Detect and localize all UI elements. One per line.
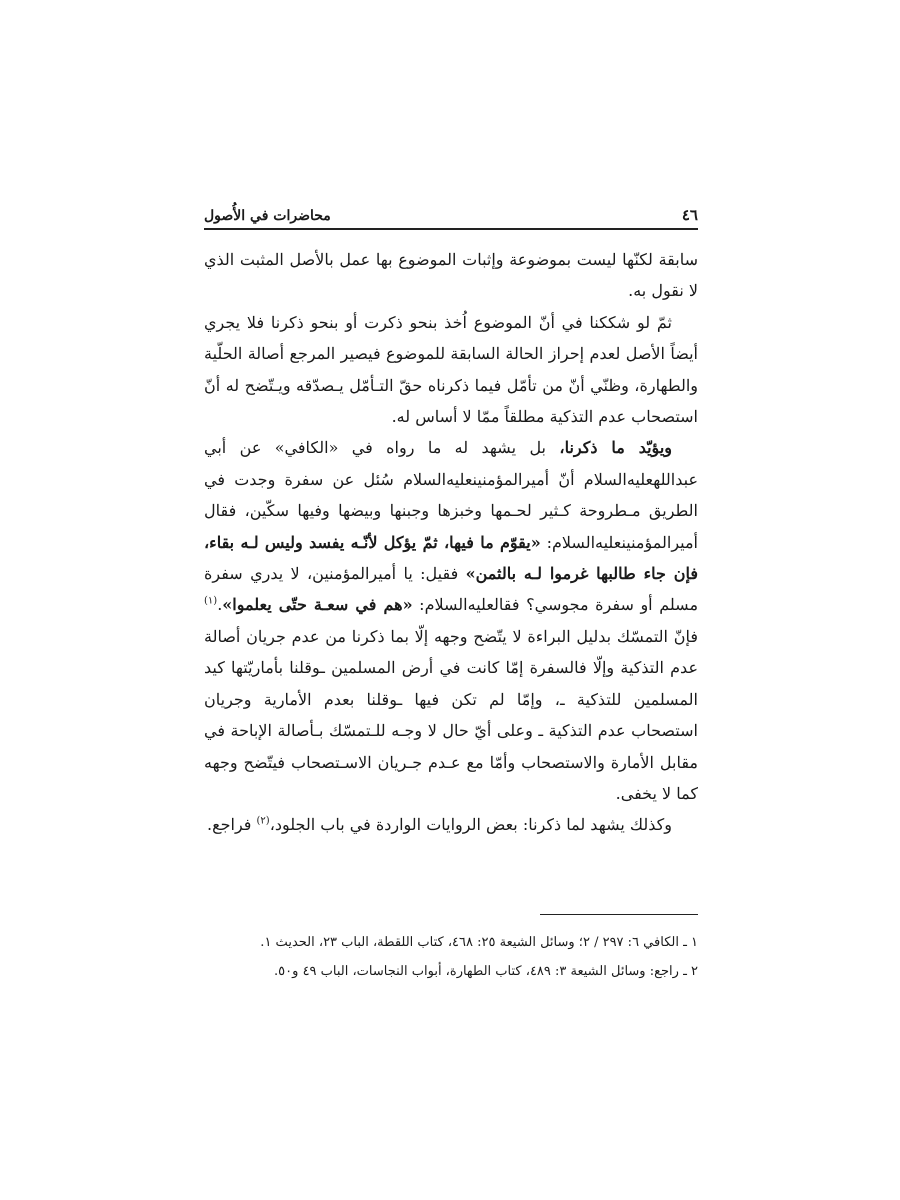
main-text (204, 244, 698, 841)
running-header (204, 200, 698, 230)
honorific-mark: عليه‌السلام (583, 469, 654, 489)
text-run: : (412, 595, 425, 615)
footnotes (204, 928, 698, 986)
book-title: محاضرات في الأُصول (204, 208, 331, 224)
text-run: فإنّ التمسّك بدليل البراءة لا يتّضح وجهه إلّا بما ذكرنا من عدم جريان أصالة عدم التذكية وإلّا فالسفرة إمّا كانت في أرض المسلمين ـوقلنا بأماريّتها كيد المسلمين للتذكية ـ، وإمّا لم تكن فيها ـوقلنا بعدم الأمارية وجريان استصحاب عدم التذكية ـ وعلى أيّ حال لا وجـه للـتمسّك بـأصالة الإباحة في مقابل الأمارة والاستصحاب وأمّا مع عـدم جـريان الاسـتصحاب فيتّضح وجهه كما لا يخفى. (204, 626, 698, 803)
page-number: ٤٦ (681, 206, 698, 224)
honorific-mark: عليه‌السلام (551, 532, 622, 552)
footnote-1: ١ ـ الكافي ٦: ٢٩٧ / ٢؛ وسائل الشيعة ٢٥: ٤٦٨، كتاب اللقطة، الباب ٢٣، الحديث ١. (260, 935, 698, 950)
text-run: بل يشهد له ما رواه في «الكافي» عن أبي عبدالله (204, 438, 699, 489)
text-run: وكذلك يشهد لما ذكرنا: بعض الروايات الواردة في باب الجلود، (269, 815, 672, 835)
quote-bold: «هم في سعـة حتّى يعلموا» (222, 595, 413, 615)
paragraph-1: سابقة لكنّها ليست بموضوعة وإثبات الموضوع بها عمل بالأصل المثبت الذي لا نقول به. (204, 250, 698, 301)
text-run: : (540, 532, 552, 552)
paragraph-4 (204, 809, 698, 840)
footnote-divider (540, 914, 698, 915)
text-run: فقيل: يا أميرالمؤمنين، لا يدري سفرة مسلم أو سفرة مجوسي؟ فقال (204, 564, 699, 615)
bold-lead: ويؤيّد ما ذكرنا، (559, 438, 673, 458)
quote-bold: «يقوّم ما فيها، ثمّ يؤكل لأنّـه يفسد وليس لـه بقاء، فإن جاء طالبها غرموا لـه بالثمن» (204, 532, 698, 584)
footnote-2: ٢ ـ راجع: وسائل الشيعة ٣: ٤٨٩، كتاب الطهارة، أبواب النجاسات، الباب ٤٩ و٥٠. (274, 964, 698, 979)
footnote-ref-2[interactable]: (٢) (256, 815, 270, 827)
text-run: سُئل عن سفرة وجدت في الطريق مـطروحة كـثير لحـمها وخبزها وجبنها وبيضها وفيها سكّين، فقال أميرالمؤمنين (204, 469, 698, 552)
paragraph-2: ثمّ لو شككنا في أنّ الموضوع اُخذ بنحو ذكرت أو بنحو ذكرنا فلا يجري أيضاً الأصل لعدم إحراز الحالة السابقة للموضوع فيصير المرجع أصالة الحلّية والطهارة، وظنّي أنّ من تأمّل فيما ذكرناه حقّ التـأمّل يـصدّقه ويـتّضح له أنّ استصحاب عدم التذكية مطلقاً ممّا لا أساس له. (204, 312, 698, 427)
honorific-mark: عليه‌السلام (403, 469, 473, 489)
footnote-ref-1[interactable]: (١) (204, 596, 218, 608)
paragraph-3 (204, 432, 698, 809)
text-run: . (217, 595, 223, 615)
honorific-mark: عليه‌السلام (424, 595, 495, 615)
text-run: أنّ أميرالمؤمنين (472, 469, 584, 489)
text-run: فراجع. (207, 815, 257, 835)
